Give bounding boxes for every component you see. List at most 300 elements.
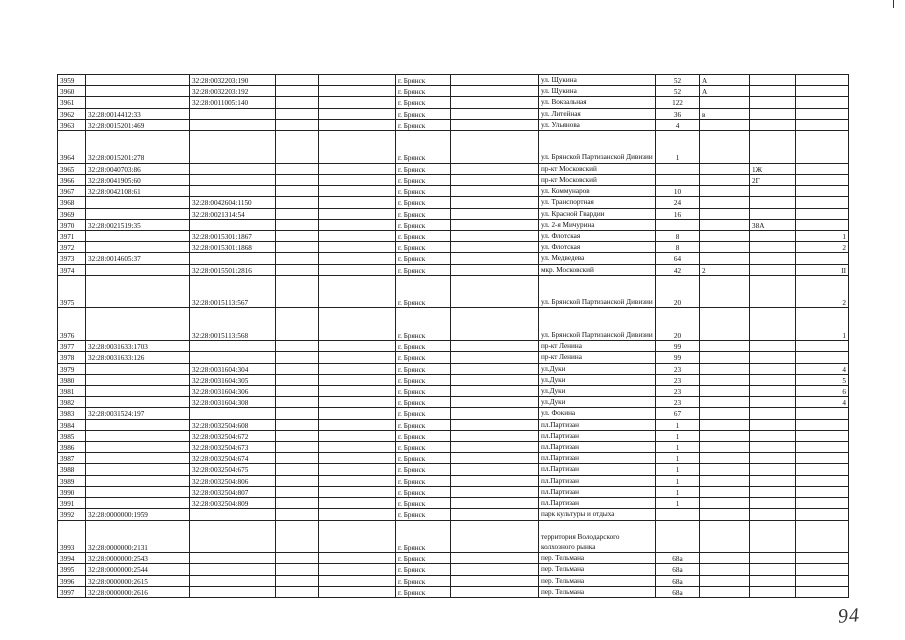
row-number-cell: 3966 <box>58 174 86 185</box>
letter-cell <box>700 520 750 553</box>
empty-cell <box>319 397 396 408</box>
cadastral-number-a <box>86 442 190 453</box>
house-number-cell: 1 <box>656 442 700 453</box>
letter-cell <box>700 163 750 174</box>
row-number-cell: 3995 <box>58 564 86 575</box>
empty-cell <box>451 253 539 264</box>
cadastral-number-a: 32:28:0040703:86 <box>86 163 190 174</box>
house-number-cell: 99 <box>656 352 700 363</box>
empty-cell <box>276 75 319 86</box>
row-number-cell: 3997 <box>58 586 86 597</box>
street-cell: пл.Партизан <box>539 486 656 497</box>
city-cell: г. Брянск <box>396 75 451 86</box>
empty-cell <box>319 186 396 197</box>
row-number-cell: 3988 <box>58 464 86 475</box>
letter-cell <box>700 553 750 564</box>
letter-cell <box>700 419 750 430</box>
building-cell <box>750 385 796 396</box>
cadastral-number-a <box>86 275 190 308</box>
cadastral-number-a <box>86 419 190 430</box>
street-cell: пл.Партизан <box>539 498 656 509</box>
house-number-cell: 68а <box>656 575 700 586</box>
street-cell: ул. Флотская <box>539 231 656 242</box>
cadastral-number-b: 32:28:0032504:673 <box>190 442 276 453</box>
street-cell: пл.Партизан <box>539 475 656 486</box>
table-row <box>58 408 849 419</box>
empty-cell <box>451 586 539 597</box>
house-number-cell: 4 <box>656 119 700 130</box>
empty-cell <box>319 242 396 253</box>
house-number-cell: 23 <box>656 385 700 396</box>
house-number-cell <box>656 174 700 185</box>
empty-cell <box>276 464 319 475</box>
flat-cell <box>796 408 849 419</box>
building-cell <box>750 242 796 253</box>
empty-cell <box>319 553 396 564</box>
empty-cell <box>451 475 539 486</box>
empty-cell <box>451 553 539 564</box>
cadastral-number-a <box>86 363 190 374</box>
cadastral-number-b <box>190 119 276 130</box>
empty-cell <box>319 464 396 475</box>
empty-cell <box>451 75 539 86</box>
letter-cell <box>700 397 750 408</box>
city-cell: г. Брянск <box>396 464 451 475</box>
table-row <box>58 442 849 453</box>
building-cell <box>750 119 796 130</box>
cadastral-number-b <box>190 520 276 553</box>
letter-cell <box>700 308 750 341</box>
letter-cell <box>700 197 750 208</box>
cadastral-number-a: 32:28:0031633:126 <box>86 352 190 363</box>
street-cell: территория Володарского колхозного рынка <box>539 520 656 553</box>
edge-mark <box>893 0 894 8</box>
cadastral-number-a: 32:28:0000000:2615 <box>86 575 190 586</box>
empty-cell <box>319 430 396 441</box>
empty-cell <box>276 119 319 130</box>
city-cell: г. Брянск <box>396 186 451 197</box>
empty-cell <box>451 486 539 497</box>
street-cell: ул. Красной Гвардии <box>539 208 656 219</box>
empty-cell <box>276 208 319 219</box>
street-cell: пр-кт Московский <box>539 163 656 174</box>
empty-cell <box>451 419 539 430</box>
city-cell: г. Брянск <box>396 509 451 520</box>
empty-cell <box>319 419 396 430</box>
row-number-cell: 3984 <box>58 419 86 430</box>
empty-cell <box>276 308 319 341</box>
empty-cell <box>319 408 396 419</box>
letter-cell <box>700 509 750 520</box>
empty-cell <box>276 275 319 308</box>
cadastral-number-a: 32:28:0015201:278 <box>86 131 190 164</box>
empty-cell <box>276 430 319 441</box>
empty-cell <box>319 453 396 464</box>
building-cell <box>750 253 796 264</box>
house-number-cell: 10 <box>656 186 700 197</box>
city-cell: г. Брянск <box>396 174 451 185</box>
house-number-cell: 1 <box>656 419 700 430</box>
cadastral-number-b <box>190 186 276 197</box>
empty-cell <box>276 352 319 363</box>
flat-cell <box>796 464 849 475</box>
table-row <box>58 264 849 275</box>
row-number-cell: 3973 <box>58 253 86 264</box>
register-body <box>58 75 849 598</box>
table-row <box>58 352 849 363</box>
empty-cell <box>451 208 539 219</box>
flat-cell <box>796 430 849 441</box>
empty-cell <box>451 308 539 341</box>
flat-cell <box>796 108 849 119</box>
street-cell: пр-кт Московский <box>539 174 656 185</box>
cadastral-number-a <box>86 308 190 341</box>
cadastral-number-a: 32:28:0021519:35 <box>86 219 190 230</box>
street-cell: ул. Брянской Партизанской Дивизии <box>539 131 656 164</box>
city-cell: г. Брянск <box>396 385 451 396</box>
cadastral-number-a <box>86 208 190 219</box>
cadastral-number-b <box>190 341 276 352</box>
letter-cell <box>700 586 750 597</box>
street-cell: мкр. Московский <box>539 264 656 275</box>
row-number-cell: 3965 <box>58 163 86 174</box>
row-number-cell: 3994 <box>58 553 86 564</box>
city-cell: г. Брянск <box>396 498 451 509</box>
empty-cell <box>451 397 539 408</box>
city-cell: г. Брянск <box>396 264 451 275</box>
flat-cell <box>796 475 849 486</box>
flat-cell: 5 <box>796 374 849 385</box>
letter-cell <box>700 253 750 264</box>
table-row <box>58 575 849 586</box>
building-cell <box>750 397 796 408</box>
row-number-cell: 3992 <box>58 509 86 520</box>
empty-cell <box>451 108 539 119</box>
row-number-cell: 3963 <box>58 119 86 130</box>
empty-cell <box>319 208 396 219</box>
empty-cell <box>451 464 539 475</box>
empty-cell <box>451 163 539 174</box>
empty-cell <box>276 575 319 586</box>
empty-cell <box>451 174 539 185</box>
empty-cell <box>319 97 396 108</box>
table-row <box>58 385 849 396</box>
empty-cell <box>319 174 396 185</box>
street-cell: ул. Щукина <box>539 75 656 86</box>
flat-cell <box>796 86 849 97</box>
flat-cell <box>796 553 849 564</box>
cadastral-number-a <box>86 75 190 86</box>
row-number-cell: 3971 <box>58 231 86 242</box>
street-cell: пер. Тельмана <box>539 586 656 597</box>
empty-cell <box>276 453 319 464</box>
flat-cell: 4 <box>796 363 849 374</box>
row-number-cell: 3977 <box>58 341 86 352</box>
flat-cell: 2 <box>796 242 849 253</box>
empty-cell <box>276 242 319 253</box>
empty-cell <box>276 442 319 453</box>
flat-cell <box>796 586 849 597</box>
street-cell: ул. Флотская <box>539 242 656 253</box>
empty-cell <box>451 498 539 509</box>
house-number-cell <box>656 520 700 553</box>
empty-cell <box>451 197 539 208</box>
building-cell: 2Г <box>750 174 796 185</box>
row-number-cell: 3969 <box>58 208 86 219</box>
empty-cell <box>319 509 396 520</box>
empty-cell <box>276 498 319 509</box>
cadastral-number-a: 32:28:0000000:2544 <box>86 564 190 575</box>
empty-cell <box>319 575 396 586</box>
empty-cell <box>276 174 319 185</box>
empty-cell <box>276 97 319 108</box>
street-cell: ул.Дуки <box>539 385 656 396</box>
city-cell: г. Брянск <box>396 575 451 586</box>
cadastral-number-a <box>86 453 190 464</box>
flat-cell <box>796 352 849 363</box>
row-number-cell: 3975 <box>58 275 86 308</box>
building-cell <box>750 108 796 119</box>
empty-cell <box>451 352 539 363</box>
street-cell: ул. Фокина <box>539 408 656 419</box>
empty-cell <box>276 341 319 352</box>
empty-cell <box>451 119 539 130</box>
flat-cell <box>796 131 849 164</box>
street-cell: ул.Дуки <box>539 397 656 408</box>
row-number-cell: 3959 <box>58 75 86 86</box>
cadastral-number-b: 32:28:0032504:674 <box>190 453 276 464</box>
building-cell <box>750 453 796 464</box>
empty-cell <box>451 242 539 253</box>
cadastral-number-a <box>86 464 190 475</box>
table-row <box>58 308 849 341</box>
house-number-cell: 52 <box>656 86 700 97</box>
table-row <box>58 75 849 86</box>
street-cell: пр-кт Ленина <box>539 341 656 352</box>
row-number-cell: 3985 <box>58 430 86 441</box>
flat-cell <box>796 486 849 497</box>
city-cell: г. Брянск <box>396 442 451 453</box>
empty-cell <box>451 453 539 464</box>
flat-cell: 1 <box>796 308 849 341</box>
letter-cell <box>700 275 750 308</box>
cadastral-number-b: 32:28:0032203:192 <box>190 86 276 97</box>
table-row <box>58 475 849 486</box>
empty-cell <box>276 397 319 408</box>
empty-cell <box>319 131 396 164</box>
cadastral-number-b <box>190 564 276 575</box>
house-number-cell: 99 <box>656 341 700 352</box>
cadastral-number-b: 32:28:0015113:567 <box>190 275 276 308</box>
letter-cell <box>700 219 750 230</box>
cadastral-number-b <box>190 253 276 264</box>
empty-cell <box>319 264 396 275</box>
letter-cell <box>700 430 750 441</box>
house-number-cell: 122 <box>656 97 700 108</box>
empty-cell <box>319 520 396 553</box>
empty-cell <box>276 197 319 208</box>
city-cell: г. Брянск <box>396 275 451 308</box>
letter-cell <box>700 453 750 464</box>
street-cell: ул. Ульянова <box>539 119 656 130</box>
city-cell: г. Брянск <box>396 253 451 264</box>
empty-cell <box>319 442 396 453</box>
building-cell <box>750 197 796 208</box>
cadastral-number-b: 32:28:0032504:608 <box>190 419 276 430</box>
row-number-cell: 3991 <box>58 498 86 509</box>
letter-cell: А <box>700 75 750 86</box>
city-cell: г. Брянск <box>396 86 451 97</box>
empty-cell <box>319 498 396 509</box>
cadastral-number-a <box>86 97 190 108</box>
house-number-cell: 1 <box>656 430 700 441</box>
letter-cell <box>700 186 750 197</box>
cadastral-number-b <box>190 553 276 564</box>
cadastral-number-b: 32:28:0031604:308 <box>190 397 276 408</box>
house-number-cell: 20 <box>656 308 700 341</box>
building-cell <box>750 475 796 486</box>
letter-cell: 2 <box>700 264 750 275</box>
city-cell: г. Брянск <box>396 363 451 374</box>
row-number-cell: 3981 <box>58 385 86 396</box>
cadastral-number-a: 32:28:0014412:33 <box>86 108 190 119</box>
cadastral-number-b <box>190 131 276 164</box>
cadastral-number-b <box>190 174 276 185</box>
empty-cell <box>451 275 539 308</box>
house-number-cell: 68а <box>656 553 700 564</box>
house-number-cell: 1 <box>656 131 700 164</box>
letter-cell <box>700 242 750 253</box>
city-cell: г. Брянск <box>396 108 451 119</box>
cadastral-number-b: 32:28:0031604:306 <box>190 385 276 396</box>
house-number-cell: 23 <box>656 363 700 374</box>
table-row <box>58 208 849 219</box>
table-row <box>58 553 849 564</box>
empty-cell <box>276 586 319 597</box>
flat-cell: 2 <box>796 275 849 308</box>
house-number-cell: 23 <box>656 397 700 408</box>
table-row <box>58 119 849 130</box>
city-cell: г. Брянск <box>396 586 451 597</box>
empty-cell <box>319 475 396 486</box>
cadastral-number-b <box>190 586 276 597</box>
empty-cell <box>451 509 539 520</box>
cadastral-number-a <box>86 374 190 385</box>
cadastral-number-b: 32:28:0031604:304 <box>190 363 276 374</box>
street-cell: ул. Брянской Партизанской Дивизии <box>539 308 656 341</box>
cadastral-number-a: 32:28:0031633:1703 <box>86 341 190 352</box>
empty-cell <box>319 108 396 119</box>
building-cell <box>750 341 796 352</box>
building-cell <box>750 486 796 497</box>
letter-cell <box>700 119 750 130</box>
letter-cell: А <box>700 86 750 97</box>
flat-cell: 4 <box>796 397 849 408</box>
table-row <box>58 341 849 352</box>
empty-cell <box>319 163 396 174</box>
cadastral-number-b: 32:28:0015501:2816 <box>190 264 276 275</box>
empty-cell <box>276 475 319 486</box>
street-cell: пл.Партизан <box>539 464 656 475</box>
letter-cell <box>700 385 750 396</box>
flat-cell <box>796 564 849 575</box>
row-number-cell: 3962 <box>58 108 86 119</box>
city-cell: г. Брянск <box>396 397 451 408</box>
row-number-cell: 3989 <box>58 475 86 486</box>
cadastral-number-a <box>86 264 190 275</box>
house-number-cell: 36 <box>656 108 700 119</box>
table-row <box>58 464 849 475</box>
flat-cell <box>796 253 849 264</box>
building-cell <box>750 464 796 475</box>
empty-cell <box>276 520 319 553</box>
building-cell <box>750 264 796 275</box>
empty-cell <box>319 363 396 374</box>
building-cell <box>750 97 796 108</box>
letter-cell <box>700 352 750 363</box>
empty-cell <box>451 186 539 197</box>
house-number-cell: 52 <box>656 75 700 86</box>
empty-cell <box>451 341 539 352</box>
building-cell <box>750 575 796 586</box>
letter-cell <box>700 408 750 419</box>
row-number-cell: 3993 <box>58 520 86 553</box>
table-row <box>58 486 849 497</box>
house-number-cell <box>656 219 700 230</box>
row-number-cell: 3996 <box>58 575 86 586</box>
building-cell <box>750 374 796 385</box>
cadastral-number-a: 32:28:0000000:2131 <box>86 520 190 553</box>
row-number-cell: 3972 <box>58 242 86 253</box>
empty-cell <box>451 97 539 108</box>
building-cell <box>750 275 796 308</box>
house-number-cell: 1 <box>656 453 700 464</box>
row-number-cell: 3978 <box>58 352 86 363</box>
row-number-cell: 3967 <box>58 186 86 197</box>
building-cell: 1Ж <box>750 163 796 174</box>
letter-cell <box>700 475 750 486</box>
empty-cell <box>451 231 539 242</box>
empty-cell <box>276 219 319 230</box>
street-cell: парк культуры и отдыха <box>539 509 656 520</box>
cadastral-number-b <box>190 352 276 363</box>
flat-cell <box>796 419 849 430</box>
building-cell: 38А <box>750 219 796 230</box>
cadastral-number-b: 32:28:0032203:190 <box>190 75 276 86</box>
table-row <box>58 108 849 119</box>
table-row <box>58 242 849 253</box>
empty-cell <box>276 419 319 430</box>
row-number-cell: 3974 <box>58 264 86 275</box>
house-number-cell: 64 <box>656 253 700 264</box>
flat-cell <box>796 97 849 108</box>
empty-cell <box>451 385 539 396</box>
city-cell: г. Брянск <box>396 486 451 497</box>
table-row <box>58 197 849 208</box>
cadastral-number-a: 32:28:0000000:2616 <box>86 586 190 597</box>
cadastral-number-b: 32:28:0015301:1868 <box>190 242 276 253</box>
row-number-cell: 3983 <box>58 408 86 419</box>
cadastral-number-b <box>190 509 276 520</box>
cadastral-number-a <box>86 231 190 242</box>
row-number-cell: 3976 <box>58 308 86 341</box>
street-cell: пл.Партизан <box>539 419 656 430</box>
building-cell <box>750 408 796 419</box>
table-row <box>58 397 849 408</box>
street-cell: ул. Щукина <box>539 86 656 97</box>
cadastral-number-b: 32:28:0032504:675 <box>190 464 276 475</box>
empty-cell <box>276 408 319 419</box>
